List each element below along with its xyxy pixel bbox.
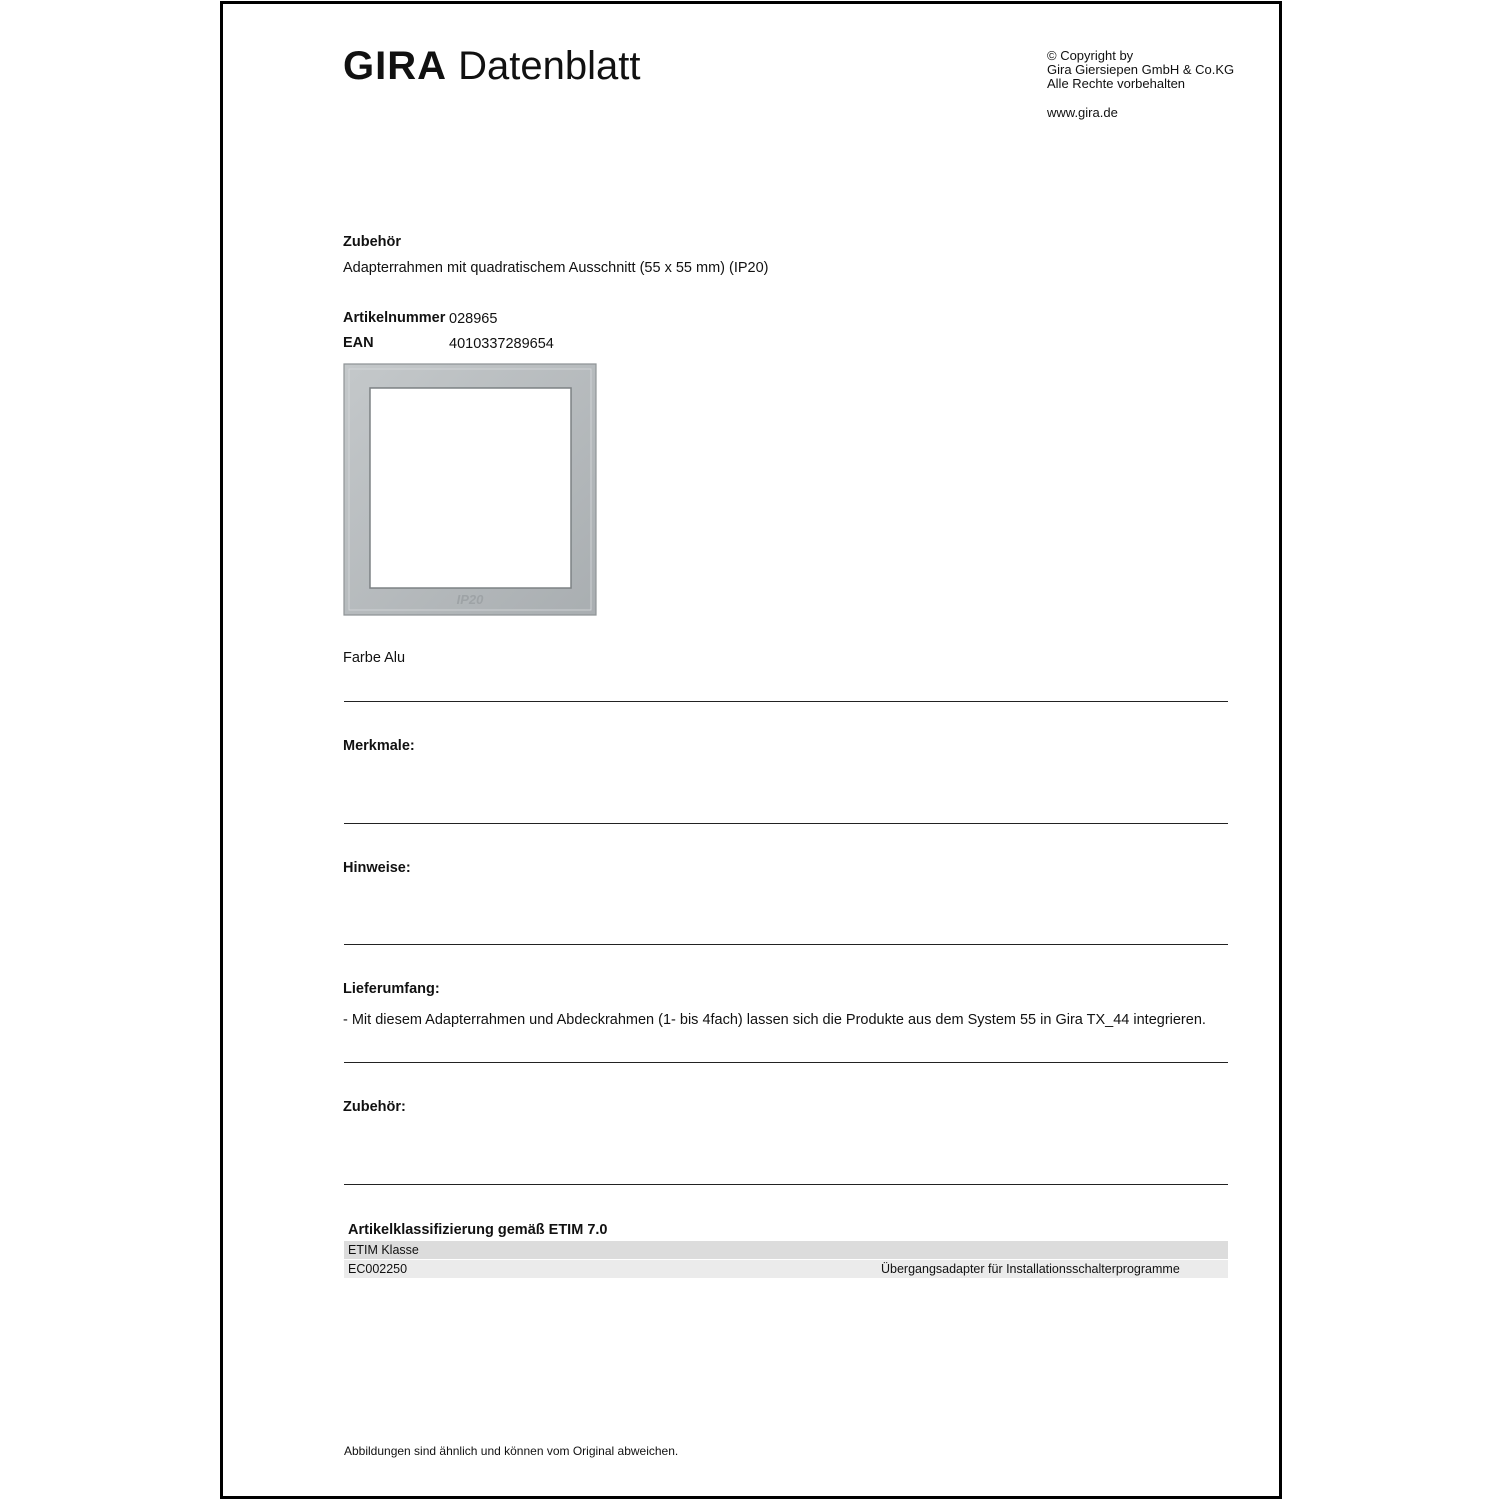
scope-heading: Lieferumfang: xyxy=(343,981,440,997)
accessories-heading: Zubehör: xyxy=(343,1099,406,1115)
brand-logo: GIRA xyxy=(343,44,447,88)
frame-cutout xyxy=(370,388,571,588)
color-text: Farbe Alu xyxy=(343,650,406,666)
copyright-line-2: Gira Giersiepen GmbH & Co.KG xyxy=(1047,62,1235,77)
etim-class-name: Übergangsadapter für Installationsschalterprogramme xyxy=(881,1262,1180,1276)
category-label: Zubehör xyxy=(343,234,401,250)
copyright-line-1: © Copyright by xyxy=(1047,48,1134,63)
document-title: Datenblatt xyxy=(458,44,641,88)
etim-header-label: ETIM Klasse xyxy=(348,1243,419,1257)
copyright-line-3: Alle Rechte vorbehalten xyxy=(1047,76,1186,91)
article-number-value: 028965 xyxy=(449,311,498,327)
logo-title xyxy=(343,42,640,90)
features-heading: Merkmale: xyxy=(343,738,415,754)
divider xyxy=(344,1062,1228,1063)
etim-title: Artikelklassifizierung gemäß ETIM 7.0 xyxy=(348,1222,608,1238)
notes-heading: Hinweise: xyxy=(343,860,411,876)
footer-disclaimer: Abbildungen sind ähnlich und können vom Original abweichen. xyxy=(344,1444,679,1458)
product-description: Adapterrahmen mit quadratischem Ausschnitt (55 x 55 mm) (IP20) xyxy=(343,260,769,276)
website-link[interactable]: www.gira.de xyxy=(1047,105,1118,120)
product-image xyxy=(343,363,597,616)
ip20-marking: IP20 xyxy=(456,592,484,607)
scope-text: - Mit diesem Adapterrahmen und Abdeckrahmen (1- bis 4fach) lassen sich die Produkte aus dem System 55 in Gira TX_44 integrieren. xyxy=(343,1012,1206,1028)
divider xyxy=(344,1184,1228,1185)
ean-value: 4010337289654 xyxy=(449,336,554,352)
etim-header-row xyxy=(344,1241,1228,1259)
article-number-label: Artikelnummer xyxy=(343,310,446,326)
etim-class-code: EC002250 xyxy=(348,1262,408,1276)
etim-data-row xyxy=(344,1260,1228,1278)
divider xyxy=(344,823,1228,824)
divider xyxy=(344,944,1228,945)
ean-label: EAN xyxy=(343,335,374,351)
divider xyxy=(344,701,1228,702)
